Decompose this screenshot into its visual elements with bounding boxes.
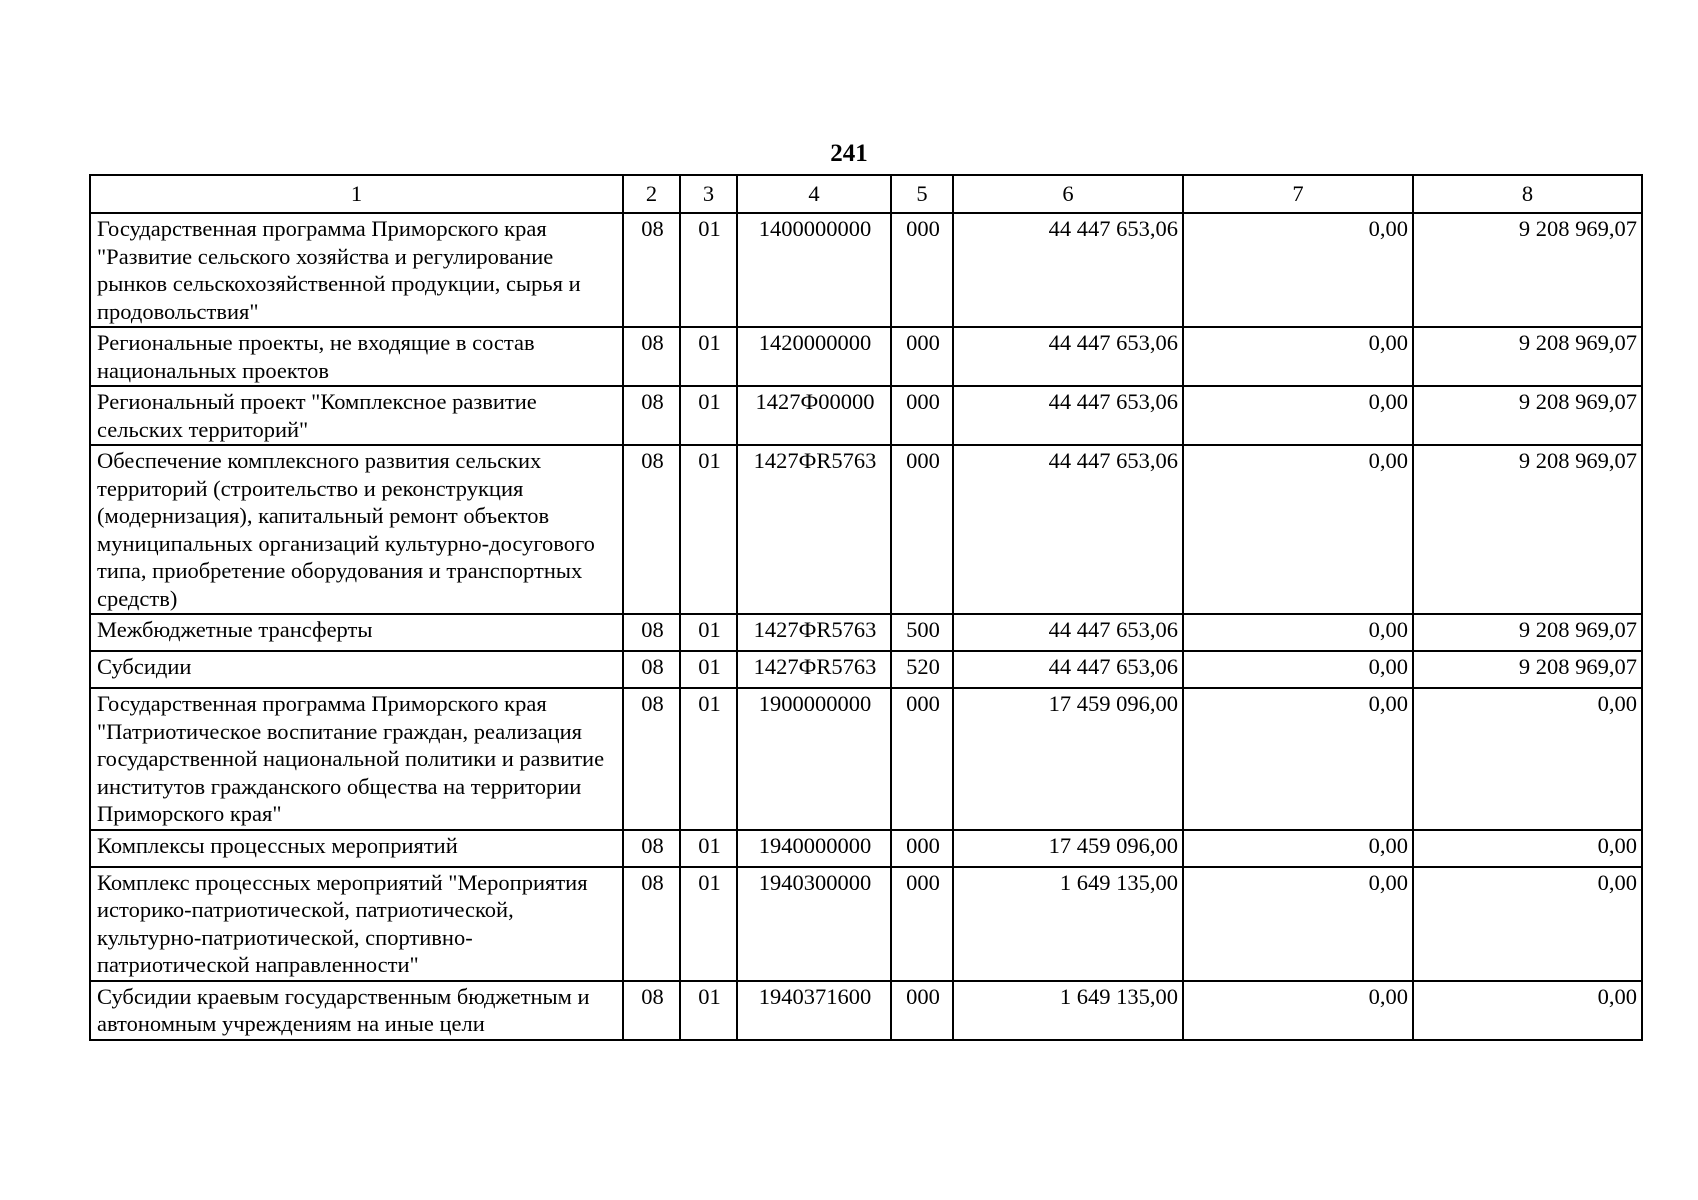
- target-article-code: 1940000000: [737, 830, 891, 867]
- row-name: Региональный проект "Комплексное развитие сельских территорий": [90, 386, 623, 445]
- table-row: [90, 213, 1642, 327]
- amount-col-6: 44 447 653,06: [953, 445, 1183, 614]
- amount-col-6: 44 447 653,06: [953, 386, 1183, 445]
- amount-col-7: 0,00: [1183, 651, 1413, 688]
- amount-col-6: 1 649 135,00: [953, 867, 1183, 981]
- table-row: [90, 981, 1642, 1040]
- column-number-row: [90, 175, 1642, 213]
- row-name: Государственная программа Приморского края "Патриотическое воспитание граждан, реализация государственной национальной политики и развитие институтов гражданского общества на территории Приморского края": [90, 688, 623, 830]
- amount-col-7: 0,00: [1183, 614, 1413, 651]
- table-row: [90, 386, 1642, 445]
- expense-type-code: 000: [891, 688, 953, 830]
- amount-col-7: 0,00: [1183, 867, 1413, 981]
- subsection-code: 01: [680, 830, 737, 867]
- amount-col-8: 9 208 969,07: [1413, 445, 1642, 614]
- expense-type-code: 000: [891, 327, 953, 386]
- expense-type-code: 000: [891, 867, 953, 981]
- subsection-code: 01: [680, 981, 737, 1040]
- amount-col-6: 17 459 096,00: [953, 688, 1183, 830]
- column-header: 7: [1183, 175, 1413, 213]
- amount-col-6: 44 447 653,06: [953, 327, 1183, 386]
- table-row: [90, 867, 1642, 981]
- amount-col-7: 0,00: [1183, 981, 1413, 1040]
- amount-col-7: 0,00: [1183, 688, 1413, 830]
- column-header: 4: [737, 175, 891, 213]
- section-code: 08: [623, 830, 680, 867]
- row-name: Обеспечение комплексного развития сельских территорий (строительство и реконструкция (модернизация), капитальный ремонт объектов муниципальных организаций культурно-досугового типа, приобретение оборудования и транспортных средств): [90, 445, 623, 614]
- amount-col-8: 9 208 969,07: [1413, 386, 1642, 445]
- section-code: 08: [623, 688, 680, 830]
- row-name: Государственная программа Приморского края "Развитие сельского хозяйства и регулирование рынков сельскохозяйственной продукции, сырья и продовольствия": [90, 213, 623, 327]
- target-article-code: 1940300000: [737, 867, 891, 981]
- amount-col-6: 44 447 653,06: [953, 614, 1183, 651]
- amount-col-6: 17 459 096,00: [953, 830, 1183, 867]
- section-code: 08: [623, 327, 680, 386]
- subsection-code: 01: [680, 213, 737, 327]
- target-article-code: 1940371600: [737, 981, 891, 1040]
- row-name: Региональные проекты, не входящие в состав национальных проектов: [90, 327, 623, 386]
- table-row: [90, 614, 1642, 651]
- amount-col-7: 0,00: [1183, 445, 1413, 614]
- column-header: 2: [623, 175, 680, 213]
- section-code: 08: [623, 651, 680, 688]
- subsection-code: 01: [680, 327, 737, 386]
- row-name: Межбюджетные трансферты: [90, 614, 623, 651]
- table-row: [90, 830, 1642, 867]
- amount-col-8: 0,00: [1413, 688, 1642, 830]
- amount-col-8: 0,00: [1413, 830, 1642, 867]
- subsection-code: 01: [680, 867, 737, 981]
- amount-col-7: 0,00: [1183, 213, 1413, 327]
- table-row: [90, 688, 1642, 830]
- amount-col-8: 9 208 969,07: [1413, 614, 1642, 651]
- column-header: 3: [680, 175, 737, 213]
- expense-type-code: 000: [891, 445, 953, 614]
- expense-type-code: 000: [891, 213, 953, 327]
- column-header: 8: [1413, 175, 1642, 213]
- page-number: 241: [830, 140, 868, 167]
- budget-table: [89, 174, 1643, 1041]
- section-code: 08: [623, 867, 680, 981]
- row-name: Субсидии: [90, 651, 623, 688]
- amount-col-8: 9 208 969,07: [1413, 327, 1642, 386]
- subsection-code: 01: [680, 651, 737, 688]
- table-row: [90, 445, 1642, 614]
- expense-type-code: 000: [891, 386, 953, 445]
- section-code: 08: [623, 981, 680, 1040]
- subsection-code: 01: [680, 386, 737, 445]
- table-row: [90, 327, 1642, 386]
- target-article-code: 1400000000: [737, 213, 891, 327]
- amount-col-8: 0,00: [1413, 981, 1642, 1040]
- row-name: Комплексы процессных мероприятий: [90, 830, 623, 867]
- target-article-code: 1427ФR5763: [737, 614, 891, 651]
- amount-col-6: 1 649 135,00: [953, 981, 1183, 1040]
- amount-col-6: 44 447 653,06: [953, 213, 1183, 327]
- target-article-code: 1427ФR5763: [737, 445, 891, 614]
- column-header: 6: [953, 175, 1183, 213]
- amount-col-7: 0,00: [1183, 327, 1413, 386]
- expense-type-code: 500: [891, 614, 953, 651]
- table-row: [90, 651, 1642, 688]
- amount-col-7: 0,00: [1183, 386, 1413, 445]
- subsection-code: 01: [680, 688, 737, 830]
- column-header: 1: [90, 175, 623, 213]
- target-article-code: 1427Ф00000: [737, 386, 891, 445]
- subsection-code: 01: [680, 445, 737, 614]
- target-article-code: 1900000000: [737, 688, 891, 830]
- expense-type-code: 520: [891, 651, 953, 688]
- subsection-code: 01: [680, 614, 737, 651]
- target-article-code: 1427ФR5763: [737, 651, 891, 688]
- section-code: 08: [623, 386, 680, 445]
- section-code: 08: [623, 445, 680, 614]
- expense-type-code: 000: [891, 830, 953, 867]
- amount-col-8: 0,00: [1413, 867, 1642, 981]
- section-code: 08: [623, 213, 680, 327]
- target-article-code: 1420000000: [737, 327, 891, 386]
- amount-col-6: 44 447 653,06: [953, 651, 1183, 688]
- row-name: Комплекс процессных мероприятий "Мероприятия историко-патриотической, патриотической, культурно-патриотической, спортивно-патриотической направленности": [90, 867, 623, 981]
- row-name: Субсидии краевым государственным бюджетным и автономным учреждениям на иные цели: [90, 981, 623, 1040]
- amount-col-8: 9 208 969,07: [1413, 651, 1642, 688]
- section-code: 08: [623, 614, 680, 651]
- amount-col-8: 9 208 969,07: [1413, 213, 1642, 327]
- expense-type-code: 000: [891, 981, 953, 1040]
- amount-col-7: 0,00: [1183, 830, 1413, 867]
- column-header: 5: [891, 175, 953, 213]
